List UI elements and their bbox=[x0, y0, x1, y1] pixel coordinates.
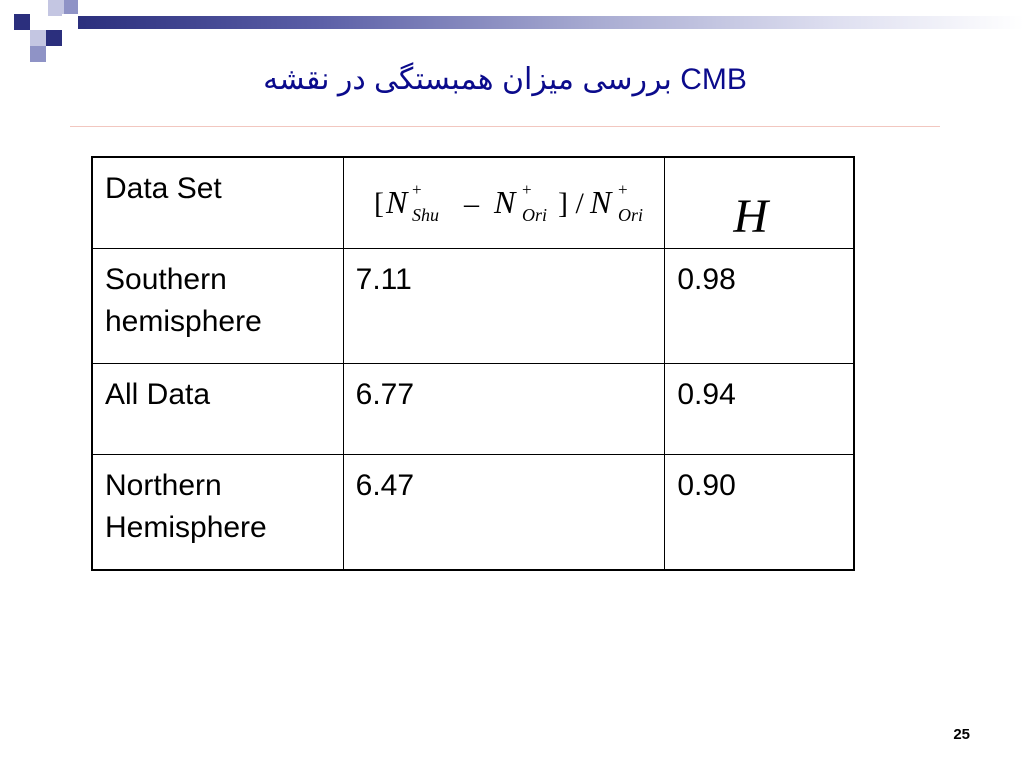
formula-sup2: + bbox=[521, 180, 532, 199]
h-symbol: H bbox=[733, 190, 769, 243]
formula-sub3: Ori bbox=[617, 205, 643, 225]
row-ratio: 7.11 bbox=[343, 249, 665, 364]
table-row bbox=[92, 455, 854, 571]
formula-n3: N bbox=[589, 184, 611, 220]
formula-sup1: + bbox=[411, 180, 422, 199]
row-h: 0.98 bbox=[665, 249, 854, 364]
row-label-line2: Hemisphere bbox=[105, 511, 267, 544]
slide-title: بررسی میزان همبستگی در نقشه CMB bbox=[263, 63, 747, 96]
row-label bbox=[92, 249, 343, 364]
row-ratio: 6.77 bbox=[343, 364, 665, 455]
row-ratio: 6.47 bbox=[343, 455, 665, 571]
row-label-line1: Northern bbox=[105, 469, 222, 502]
header-h bbox=[665, 157, 854, 249]
corner-decoration bbox=[0, 0, 90, 62]
ratio-formula bbox=[344, 158, 666, 250]
formula-sup3: + bbox=[617, 180, 628, 199]
header-formula bbox=[343, 157, 665, 249]
page-number: 25 bbox=[953, 726, 970, 743]
formula-minus: – bbox=[463, 187, 479, 220]
formula-sub2: Ori bbox=[521, 205, 547, 225]
table-header-row bbox=[92, 157, 854, 249]
row-label-line1: Southern bbox=[105, 263, 227, 296]
formula-sub1: Shu bbox=[411, 205, 439, 225]
row-label bbox=[92, 455, 343, 571]
table-row bbox=[92, 249, 854, 364]
formula-n2: N bbox=[493, 184, 515, 220]
row-h: 0.94 bbox=[665, 364, 854, 455]
header-bar bbox=[78, 16, 1024, 29]
results-table bbox=[91, 156, 855, 571]
row-label-line2: hemisphere bbox=[105, 305, 262, 338]
row-label-line1: All Data bbox=[105, 378, 211, 411]
row-h: 0.90 bbox=[665, 455, 854, 571]
table-row bbox=[92, 364, 854, 455]
formula-lbracket: [ bbox=[373, 187, 384, 220]
formula-n1: N bbox=[385, 184, 407, 220]
header-data-set: Data Set bbox=[92, 157, 343, 249]
row-label bbox=[92, 364, 343, 455]
formula-rbracket: ] / bbox=[557, 187, 584, 220]
title-divider bbox=[70, 126, 940, 127]
